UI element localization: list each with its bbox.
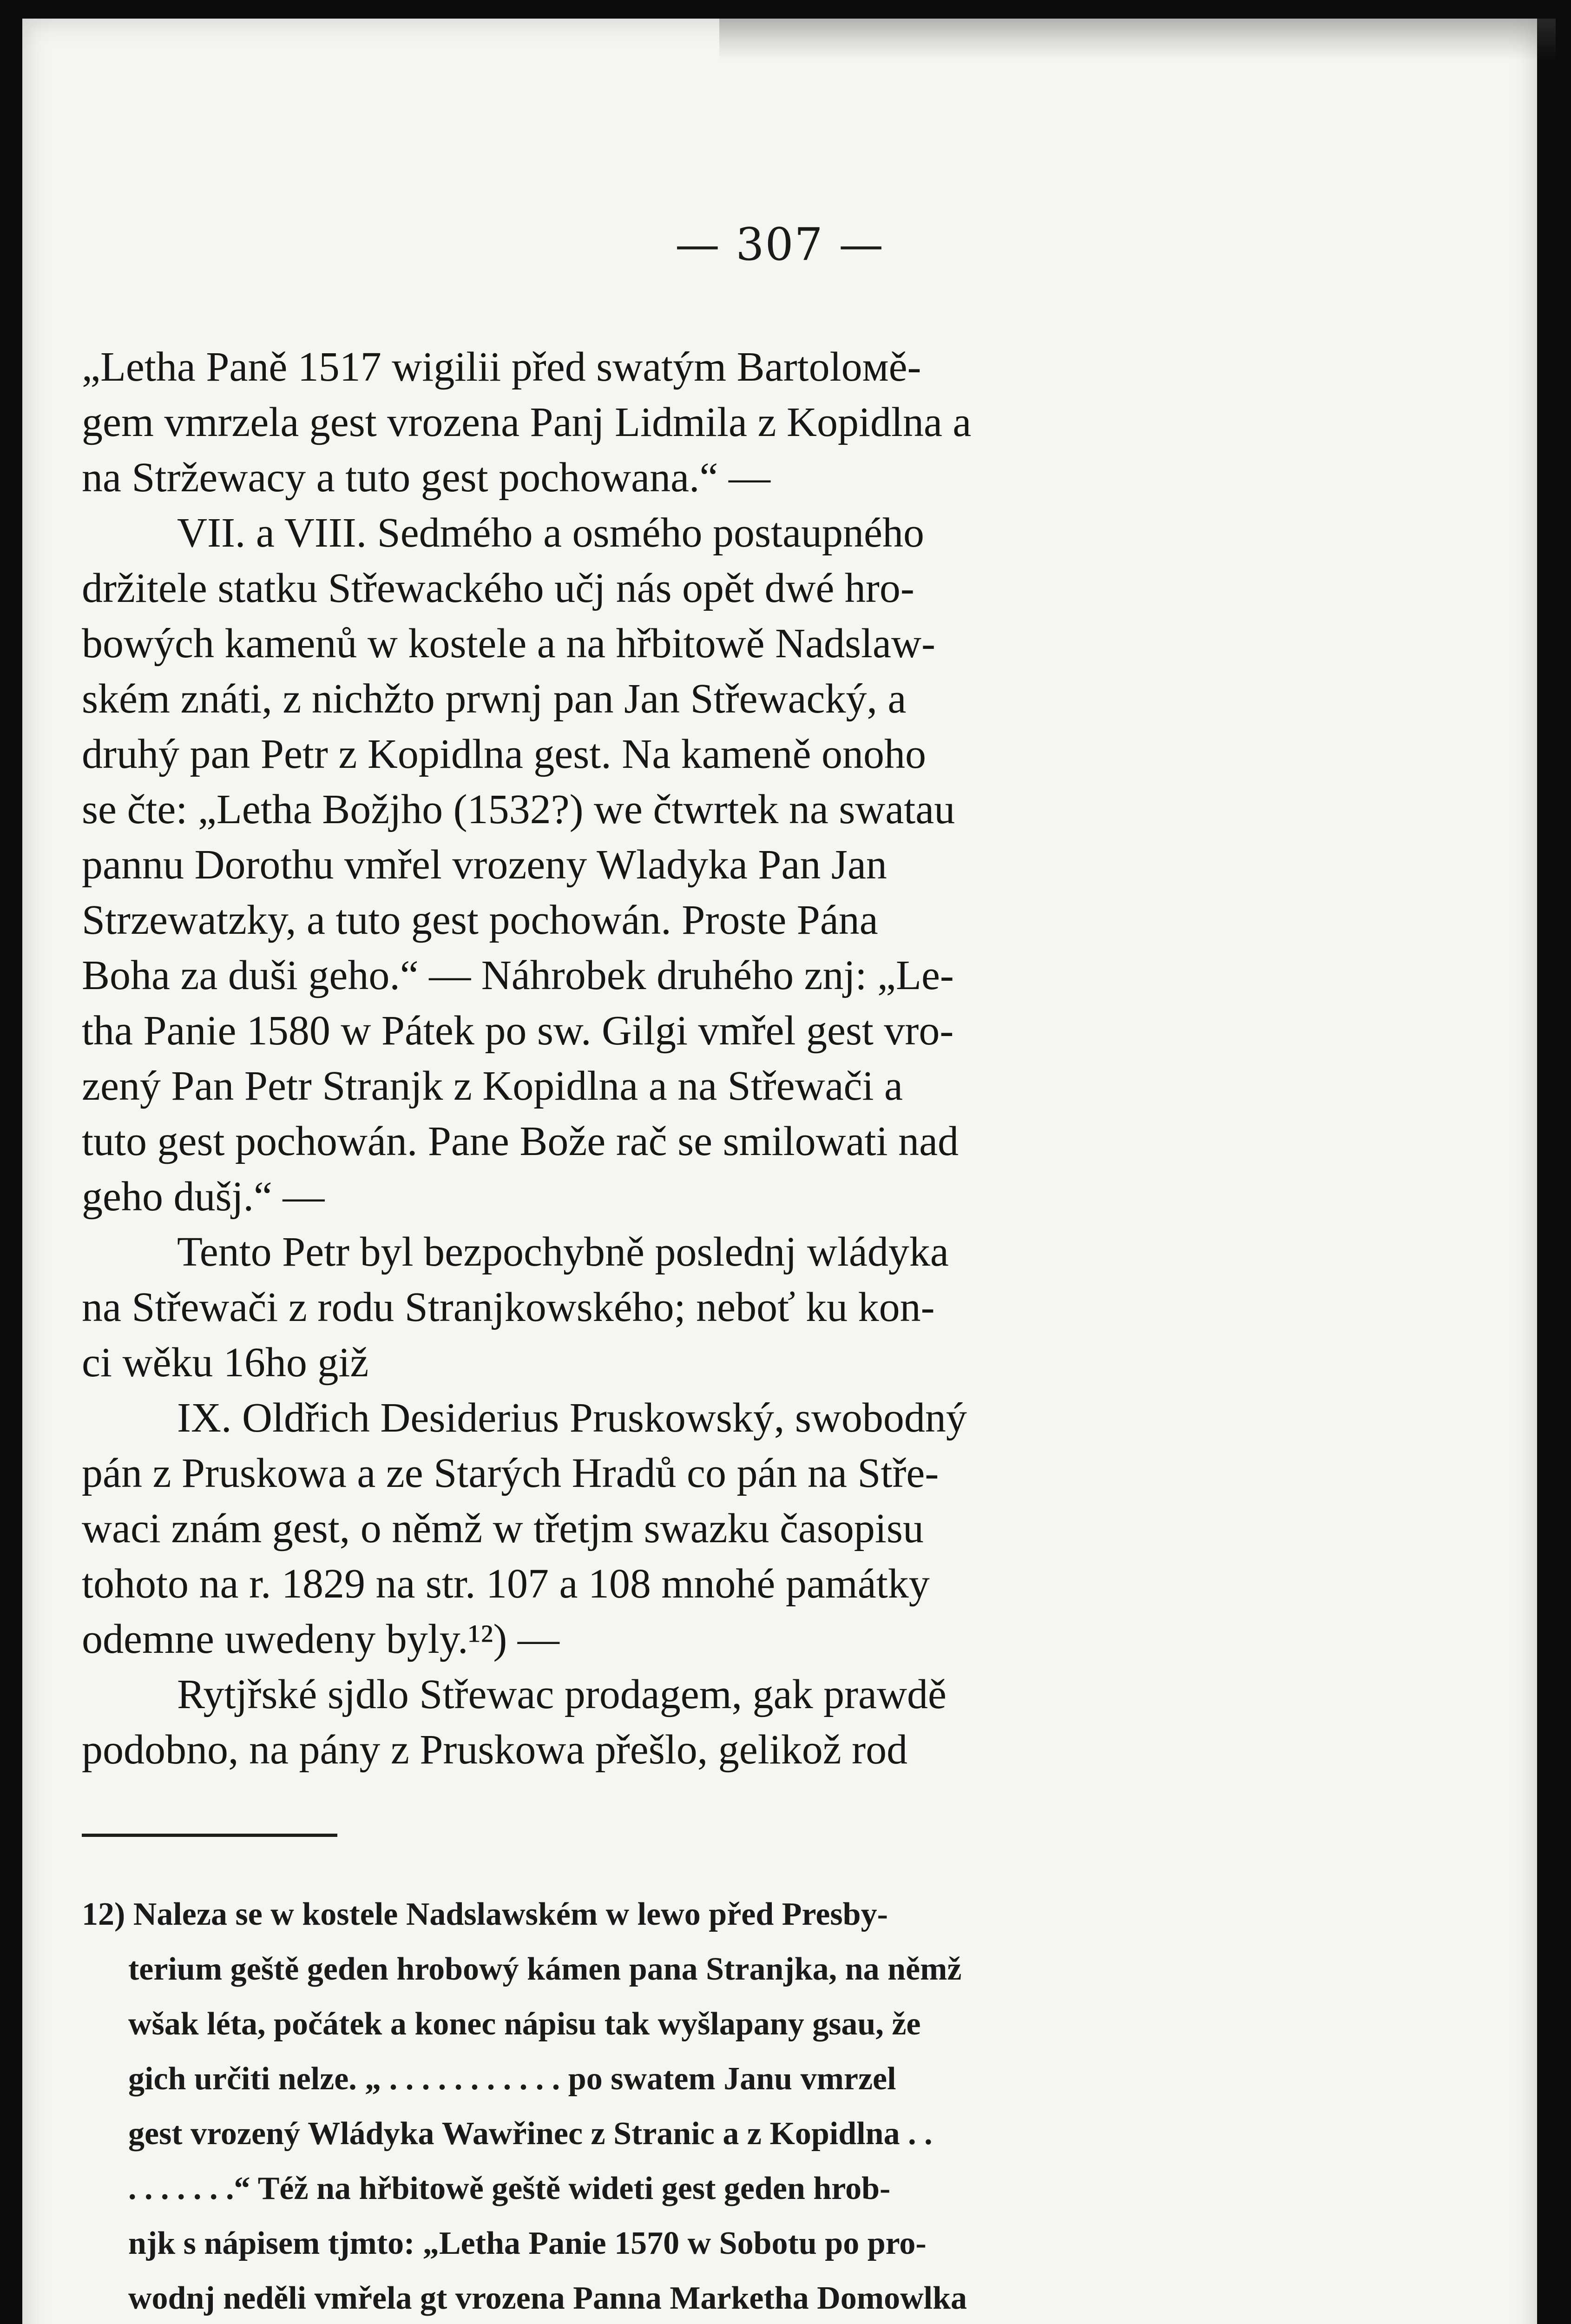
footnote-line: 12) Naleza se w kostele Nadslawském w lewo před Presby- [82,1896,888,1932]
book-page [22,19,1537,2324]
text-line: Boha za duši geho.“ — Náhrobek druhého znj: „Le- [82,952,954,998]
text-line: na Střewači z rodu Stranjkowského; neboť ku kon- [82,1284,935,1330]
footnote-separator [82,1834,337,1837]
text-line: Rytjřské sjdlo Střewac prodagem, gak prawdě [177,1671,947,1717]
text-line: druhý pan Petr z Kopidlna gest. Na kameně onoho [82,731,927,777]
text-line: „Letha Paně 1517 wigilii před swatým Bartoloмě- [82,344,921,390]
text-line: držitele statku Střewackého učj nás opět dwé hro- [82,565,914,611]
text-line: bowých kamenů w kostele a na hřbitowě Nadslaw- [82,621,935,667]
footnote-line: terium geště geden hrobowý kámen pana Stranjka, na němž [128,1951,962,1987]
text-line: tohoto na r. 1829 na str. 107 a 108 mnohé památky [82,1561,930,1607]
footnote-line: gich určiti nelze. „ . . . . . . . . . . . po swatem Janu vmrzel [128,2061,896,2097]
page-number-header: — 307 — [675,218,885,271]
text-line: zený Pan Petr Stranjk z Kopidlna a na Střewači a [82,1063,903,1109]
footnote-line: wšak léta, počátek a konec nápisu tak wyšlapany gsau, že [128,2006,921,2042]
footnote-line: gest vrozený Wládyka Wawřinec z Stranic a z Kopidlna . . [128,2116,933,2152]
text-line: gem vmrzela gest vrozena Panj Lidmila z Kopidlna a [82,399,972,445]
text-line: geho dušj.“ — [82,1174,325,1220]
scan-shadow [719,19,1556,60]
footnote-line: wodnj neděli vmřela gt vrozena Panna Marketha Domowlka [128,2280,967,2316]
text-line: Strzewatzky, a tuto gest pochowán. Proste Pána [82,897,878,943]
text-line: waci znám gest, o němž w třetjm swazku časopisu [82,1505,924,1552]
text-line: na Stržewacy a tuto gest pochowana.“ — [82,455,770,501]
text-line: Tento Petr byl bezpochybně poslednj wládyka [177,1229,949,1275]
text-line: ci wěku 16ho giž [82,1340,369,1386]
footnote [82,1887,1271,2324]
text-line: IX. Oldřich Desiderius Pruskowský, swobodný [177,1395,967,1441]
footnote-line: njk s nápisem tjmto: „Letha Panie 1570 w Sobotu po pro- [128,2225,927,2261]
text-line: podobno, na pány z Pruskowa přešlo, gelikož rod [82,1727,908,1773]
footnote-line: . . . . . . .“ Též na hřbitowě geště wideti gest geden hrob- [128,2171,891,2206]
text-line: pán z Pruskowa a ze Starých Hradů co pán na Stře- [82,1450,939,1496]
text-line: tuto gest pochowán. Pane Bože rač se smilowati nad [82,1118,959,1164]
text-line: tha Panie 1580 w Pátek po sw. Gilgi vmřel gest vro- [82,1008,954,1054]
text-line: ském znáti, z nichžto prwnj pan Jan Střewacký, a [82,676,907,722]
text-line: pannu Dorothu vmřel vrozeny Wladyka Pan Jan [82,842,887,888]
text-line: se čte: „Letha Božjho (1532?) we čtwrtek na swatau [82,786,955,832]
text-line: VII. a VIII. Sedmého a osmého postaupného [177,510,924,556]
text-line: odemne uwedeny byly.¹²) — [82,1616,559,1662]
main-text [82,339,1271,1777]
